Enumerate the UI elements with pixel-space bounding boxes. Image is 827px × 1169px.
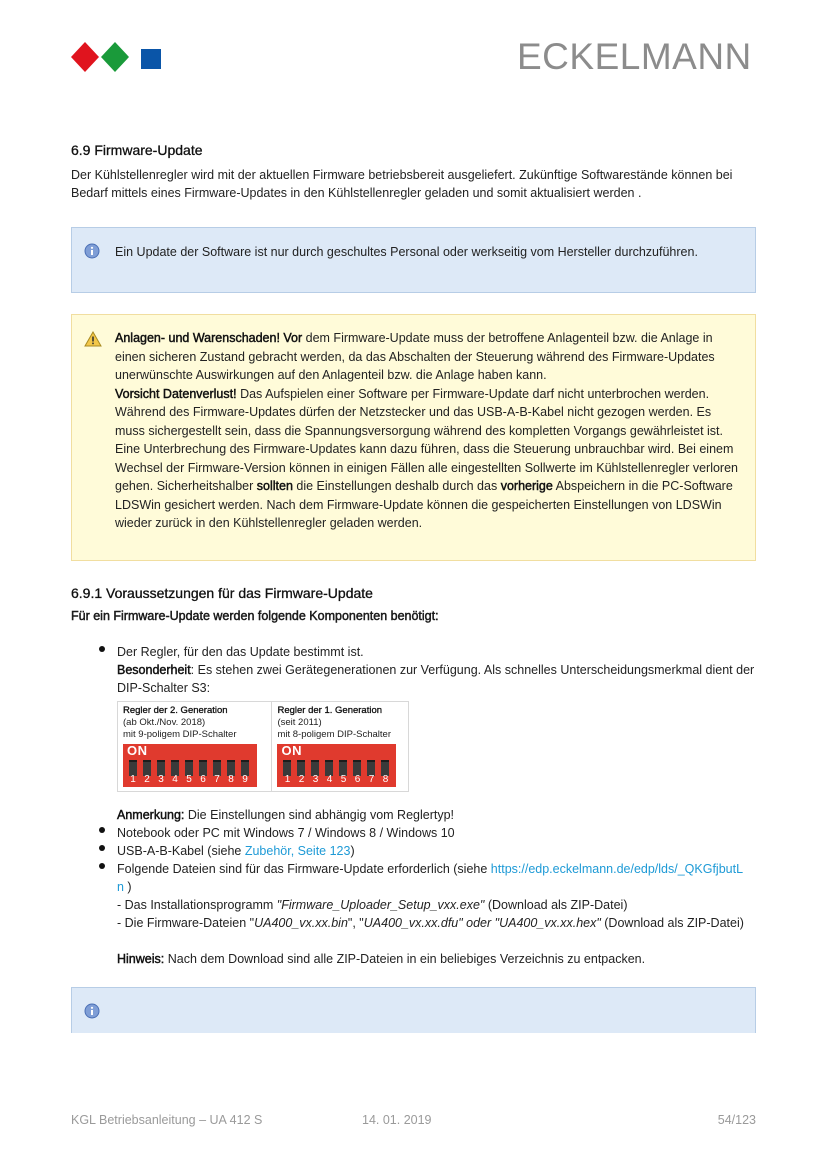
item1-line: Der Regler, für den das Update bestimmt ist. — [117, 645, 364, 659]
firmware-suffix: (Download als ZIP-Datei) — [600, 916, 744, 930]
dip-number: 3 — [312, 774, 319, 785]
installer-file: "Firmware_Uploader_Setup_vxx.exe" — [276, 898, 485, 912]
warning-icon — [84, 331, 102, 347]
info-box — [71, 227, 756, 293]
gen1-line2: mit 8-poligem DIP-Schalter — [277, 729, 391, 740]
dip-number: 6 — [354, 774, 361, 785]
gen2-cell — [118, 702, 271, 791]
dip-switch-9 — [123, 744, 257, 787]
gen2-title: Regler der 2. Generation — [123, 705, 228, 716]
firmware-sep: ", " — [347, 916, 364, 930]
warning-text-1: dem Firmware-Update muss der betroffene Anlagenteil bzw. die Anlage in einen sicheren Zustand gebracht werden, da das Abschalten der Steuerung während des Firmware-Updates unerwünschte Auswirkungen auf den Anlagenteil bzw. die Anlage haben kann. — [115, 331, 715, 382]
logo-green-diamond — [101, 42, 129, 72]
dip-number: 8 — [382, 774, 389, 785]
firmware-dfu-hex: UA400_vx.xx.dfu" oder "UA400_vx.xx.hex" — [363, 916, 601, 930]
hint-label: Hinweis: — [117, 952, 165, 966]
item3-after: ) — [350, 844, 355, 858]
logo-red-diamond — [71, 42, 99, 72]
bullet-icon — [99, 845, 105, 851]
warning-lead-dataloss: Vorsicht Datenverlust! — [115, 386, 237, 401]
dip-on-label: ON — [281, 743, 302, 758]
note-text: Die Einstellungen sind abhängig vom Reglertyp! — [184, 808, 455, 822]
list-item — [99, 824, 756, 842]
brand-name: ECKELMANN — [517, 36, 752, 77]
info-box-2 — [71, 987, 756, 1033]
logo-blue-square — [141, 49, 161, 69]
dip-switch-table — [117, 701, 409, 792]
subsection-lead: Für ein Firmware-Update werden folgende Komponenten benötigt: — [71, 609, 439, 623]
firmware-bin: UA400_vx.xx.bin — [254, 916, 348, 930]
dip-number: 6 — [200, 774, 206, 785]
accessories-link[interactable]: Zubehör, Seite 123 — [244, 844, 351, 858]
subsection-title: 6.9.1 Voraussetzungen für das Firmware-Update — [71, 585, 373, 601]
installer-label: - Das Installationsprogramm — [117, 898, 277, 912]
list-item — [99, 643, 756, 824]
footer-date: 14. 01. 2019 — [362, 1113, 432, 1127]
warning-lead-should: sollten — [256, 479, 293, 493]
dip-number: 1 — [130, 774, 136, 785]
gen1-line1: (seit 2011) — [277, 717, 322, 728]
download-link[interactable]: https://edp.eckelmann.de/edp/lds/_QKGfjbutLn — [117, 862, 744, 894]
warning-lead-previous: vorherige — [500, 479, 553, 493]
bullet-icon — [99, 646, 105, 652]
list-item — [99, 842, 756, 860]
warning-text-3: die Einstellungen deshalb durch das — [292, 479, 501, 493]
gen1-cell — [271, 702, 408, 791]
hint-text: Nach dem Download sind alle ZIP-Dateien in ein beliebiges Verzeichnis zu entpacken. — [164, 952, 646, 966]
info-icon — [84, 243, 100, 259]
requirements-list — [99, 643, 756, 968]
bullet-icon — [99, 827, 105, 833]
warning-text — [115, 329, 741, 533]
eckelmann-logo — [70, 40, 165, 74]
info-text: Ein Update der Software ist nur durch geschultes Personal oder werkseitig vom Hersteller durchzuführen. — [115, 245, 698, 259]
warning-lead-damage: Anlagen- und Warenschaden! Vor — [115, 331, 303, 345]
page-content — [71, 142, 756, 1033]
footer-document: KGL Betriebsanleitung – UA 412 S — [71, 1113, 263, 1127]
gen1-title: Regler der 1. Generation — [277, 705, 383, 716]
item4-after: ) — [123, 880, 132, 894]
dip-number: 9 — [242, 774, 248, 785]
dip-on-label: ON — [127, 743, 148, 758]
dip-number: 5 — [340, 774, 347, 785]
installer-suffix: (Download als ZIP-Datei) — [484, 898, 628, 912]
section-title: 6.9 Firmware-Update — [71, 142, 203, 158]
dip-switch-8 — [277, 744, 396, 787]
note-label: Anmerkung: — [117, 808, 185, 822]
dip-number: 7 — [214, 774, 220, 785]
item3-before: USB-A-B-Kabel (siehe — [117, 844, 245, 858]
gen2-line1: (ab Okt./Nov. 2018) — [123, 717, 206, 728]
gen2-line2: mit 9-poligem DIP-Schalter — [123, 729, 237, 740]
item4-before: Folgende Dateien sind für das Firmware-Update erforderlich (siehe — [117, 862, 491, 876]
special-text: : Es stehen zwei Gerätegenerationen zur Verfügung. Als schnelles Unterscheidungsmerkmal dient der DIP-Schalter S3: — [117, 663, 755, 695]
info-icon — [84, 1003, 100, 1019]
dip-number: 4 — [172, 774, 178, 785]
item2-text: Notebook oder PC mit Windows 7 / Windows 8 / Windows 10 — [117, 826, 455, 840]
warning-box — [71, 314, 756, 561]
dip-number: 5 — [186, 774, 192, 785]
special-label: Besonderheit — [117, 663, 191, 677]
section-intro: Der Kühlstellenregler wird mit der aktuellen Firmware betriebsbereit ausgeliefert. Zukünftige Softwarestände können bei Bedarf mittels eines Firmware-Updates in den Kühlstellenregler geladen und somit aktualisiert werden . — [71, 168, 733, 200]
dip-number: 3 — [158, 774, 164, 785]
firmware-label: - Die Firmware-Dateien " — [117, 916, 255, 930]
dip-number: 1 — [284, 774, 291, 785]
bullet-icon — [99, 863, 105, 869]
dip-number: 7 — [368, 774, 375, 785]
dip-number: 2 — [298, 774, 305, 785]
footer-page-number: 54/123 — [717, 1113, 756, 1127]
dip-number: 8 — [228, 774, 234, 785]
dip-number: 4 — [326, 774, 333, 785]
dip-number: 2 — [144, 774, 150, 785]
list-item — [99, 860, 756, 968]
warning-text-2: Das Aufspielen einer Software per Firmware-Update darf nicht unterbrochen werden. Während des Firmware-Updates dürfen der Netzstecker und das USB-A-B-Kabel nicht gezogen werden. Es muss sichergestellt sein, dass die Spannungsversorgung während des kompletten Vorgangs gewährleistet ist. Eine Unterbrechung des Firmware-Updates kann dazu führen, dass die Steuerung unbrauchbar wird. Bei einem Wechsel der Firmware-Version können in einigen Fällen alle eingestellten Sollwerte im Kühlstellenregler verloren gehen. Sicherheitshalber — [115, 386, 738, 493]
warning-text-4: Abspeichern in die PC-Software LDSWin gesichert werden. Nach dem Firmware-Update können die gespeicherten Einstellungen von LDSWin wieder zurück in den Kühlstellenregler geladen werden. — [115, 479, 733, 530]
